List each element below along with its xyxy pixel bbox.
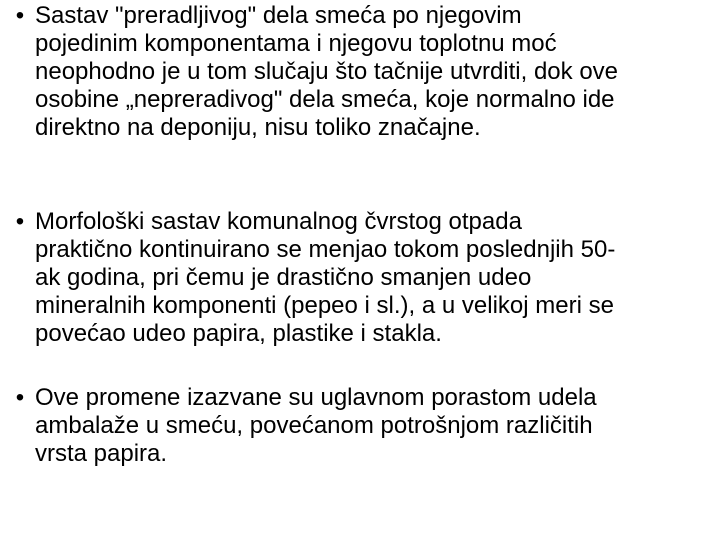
bullet-text: Morfološki sastav komunalnog čvrstog otpada praktično kontinuirano se menjao tokom poslednjih 50- ak godina, pri čemu je drastično smanjen udeo mineralnih komponenti (pepeo i sl.), a u velikoj meri se povećao udeo papira, plastike i stakla. xyxy=(35,208,616,347)
bullet-item xyxy=(8,208,714,348)
bullet-marker: • xyxy=(15,2,25,29)
bullet-text: Sastav "preradljivog" dela smeća po njegovim pojedinim komponentama i njegovu toplotnu moć neophodno je u tom slučaju što tačnije utvrditi, dok ove osobine „nepreradivog" dela smeća, koje normalno ide direktno na deponiju, nisu toliko značajne. xyxy=(35,2,619,141)
bullet-item xyxy=(8,2,714,142)
bullet-item xyxy=(8,384,714,468)
bullet-marker: • xyxy=(15,384,25,411)
bullet-text: Ove promene izazvane su uglavnom porastom udela ambalaže u smeću, povećanom potrošnjom različitih vrsta papira. xyxy=(35,384,597,467)
bullet-marker: • xyxy=(15,208,25,235)
